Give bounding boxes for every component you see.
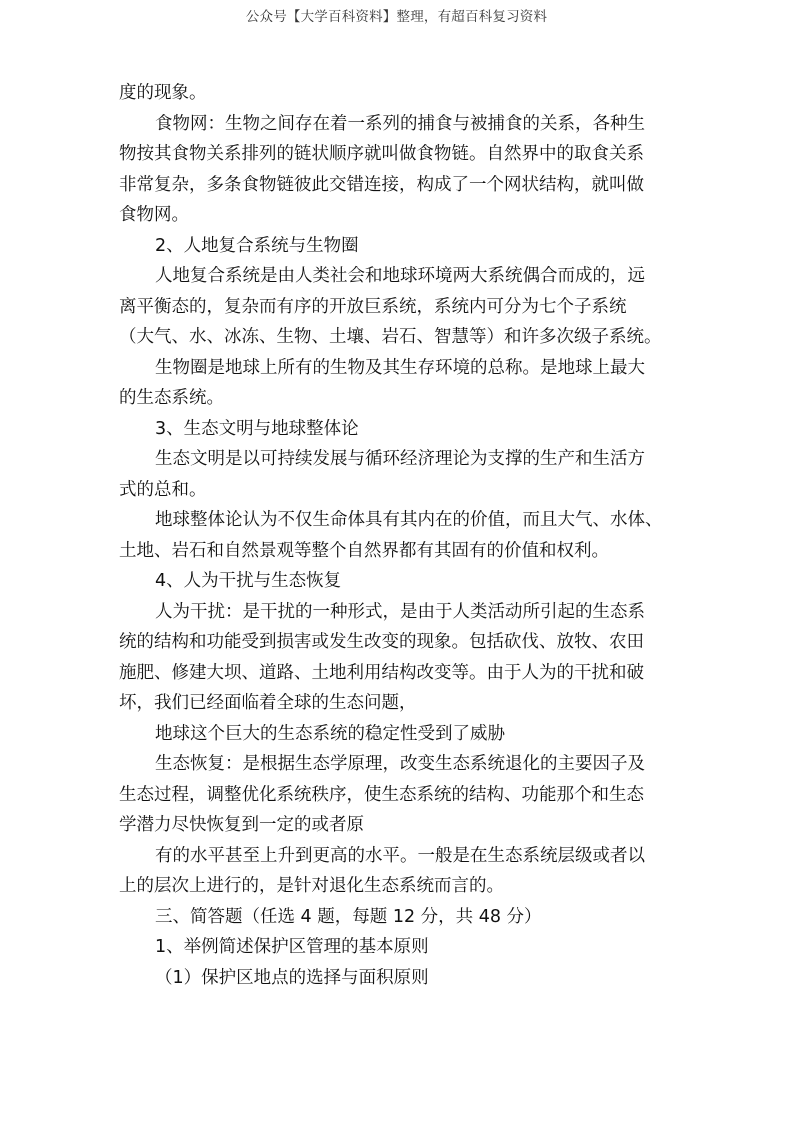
text-line: 施肥、修建大坝、道路、土地利用结构改变等。由于人为的干扰和破 [119,662,644,683]
text-line: 有的水平甚至上升到更高的水平。一般是在生态系统层级或者以 [155,845,645,866]
text-line: 人为干扰：是干扰的一种形式，是由于人类活动所引起的生态系 [155,601,645,622]
text-line: 统的结构和功能受到损害或发生改变的现象。包括砍伐、放牧、农田 [119,632,644,652]
section-heading: 2、人地复合系统与生物圈 [155,235,359,256]
text-line: 生态恢复：是根据生态学原理，改变生态系统退化的主要因子及 [155,754,645,774]
text-line: 非常复杂，多条食物链彼此交错连接，构成了一个网状结构，就叫做 [119,174,644,195]
text-line: 食物网：生物之间存在着一系列的捕食与被捕食的关系，各种生 [155,113,645,134]
subheading: （1）保护区地点的选择与面积原则 [155,967,429,988]
section-heading: 3、生态文明与地球整体论 [155,418,359,439]
text-line: 的生态系统。 [119,388,224,408]
section-heading: 三、简答题（任选 4 题，每题 12 分，共 48 分） [155,906,542,927]
text-line: 人地复合系统是由人类社会和地球环境两大系统偶合而成的，远 [155,266,645,286]
text-line: 生物圈是地球上所有的生物及其生存环境的总称。是地球上最大 [155,357,645,378]
text-line: 度的现象。 [119,83,207,103]
text-line: 离平衡态的，复杂而有序的开放巨系统，系统内可分为七个子系统 [119,296,627,317]
document-body [119,78,675,993]
text-line: 土地、岩石和自然景观等整个自然界都有其固有的价值和权利。 [119,540,609,561]
text-line: 地球这个巨大的生态系统的稳定性受到了威胁 [155,723,505,744]
text-line: 地球整体论认为不仅生命体具有其内在的价值，而且大气、水体、 [155,510,663,530]
text-line: 食物网。 [119,205,189,225]
text-line: 式的总和。 [119,479,207,500]
text-line: 生态过程，调整优化系统秩序，使生态系统的结构、功能那个和生态 [119,784,644,805]
text-line: （大气、水、冰冻、生物、土壤、岩石、智慧等）和许多次级子系统。 [119,327,662,347]
text-line: 物按其食物关系排列的链状顺序就叫做食物链。自然界中的取食关系 [119,144,644,164]
section-heading: 4、人为干扰与生态恢复 [155,571,342,591]
question-heading: 1、举例简述保护区管理的基本原则 [155,937,429,957]
text-line: 坏，我们已经面临着全球的生态问题， [119,693,417,713]
text-line: 学潜力尽快恢复到一定的或者原 [119,815,364,835]
text-line: 上的层次上进行的，是针对退化生态系统而言的。 [119,876,504,896]
page-header: 公众号【大学百科资料】整理，有超百科复习资料 [245,9,548,25]
text-line: 生态文明是以可持续发展与循环经济理论为支撑的生产和生活方 [155,449,645,469]
